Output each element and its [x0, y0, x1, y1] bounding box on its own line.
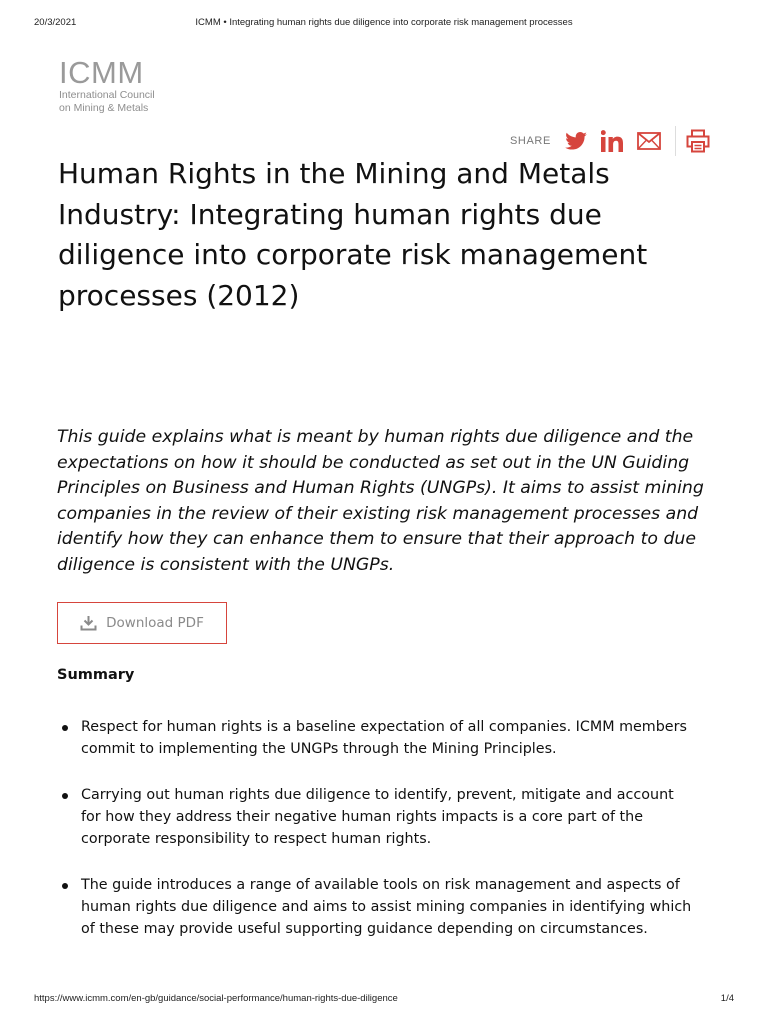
- bullet-text: Carrying out human rights due diligence to identify, prevent, mitigate and account for how they address their negative human rights impacts is a core part of the corporate responsibility to respect human rights.: [81, 787, 674, 847]
- share-bar: [510, 126, 724, 156]
- bullet-icon: [62, 883, 68, 889]
- bullet-icon: [62, 725, 68, 731]
- logo-subtitle-line2: on Mining & Metals: [59, 102, 149, 114]
- linkedin-icon[interactable]: [601, 130, 623, 152]
- download-icon: [80, 615, 97, 631]
- download-label: Download PDF: [106, 615, 204, 631]
- list-item: [57, 716, 697, 760]
- print-icon[interactable]: [686, 129, 710, 153]
- page-url: https://www.icmm.com/en-gb/guidance/social-performance/human-rights-due-diligence: [34, 993, 398, 1004]
- bullet-text: Respect for human rights is a baseline expectation of all companies. ICMM members commit to implementing the UNGPs through the Mining Principles.: [81, 719, 687, 757]
- print-header: [34, 17, 734, 31]
- page-title: Human Rights in the Mining and Metals Industry: Integrating human rights due diligence into corporate risk management processes (2012): [58, 157, 648, 312]
- print-date: 20/3/2021: [34, 17, 77, 28]
- bullet-icon: [62, 793, 68, 799]
- download-pdf-button[interactable]: [57, 602, 227, 644]
- logo-subtitle-line1: International Council: [59, 89, 155, 101]
- logo-mark: ICMM: [59, 55, 144, 90]
- summary-list: [57, 716, 697, 940]
- share-label: SHARE: [510, 135, 551, 147]
- list-item: [57, 784, 697, 850]
- summary-heading: Summary: [57, 667, 135, 683]
- twitter-icon[interactable]: [565, 132, 587, 150]
- email-icon[interactable]: [637, 132, 661, 150]
- page-number: 1/4: [720, 993, 734, 1004]
- icmm-logo[interactable]: [59, 55, 155, 114]
- share-divider: [675, 126, 676, 156]
- list-item: [57, 874, 697, 940]
- print-footer: [34, 993, 734, 1007]
- bullet-text: The guide introduces a range of available tools on risk management and aspects of human rights due diligence and aims to assist mining companies in identifying which of these may provide useful supporting guidance depending on circumstances.: [81, 877, 692, 937]
- print-page-title: ICMM • Integrating human rights due diligence into corporate risk management processes: [195, 17, 573, 28]
- intro-paragraph: This guide explains what is meant by human rights due diligence and the expectations on how it should be conducted as set out in the UN Guiding Principles on Business and Human Rights (UNGPs). It aims to assist mining companies in the review of their existing risk management processes and identify how they can enhance them to ensure that their approach to due diligence is consistent with the UNGPs.: [57, 427, 704, 575]
